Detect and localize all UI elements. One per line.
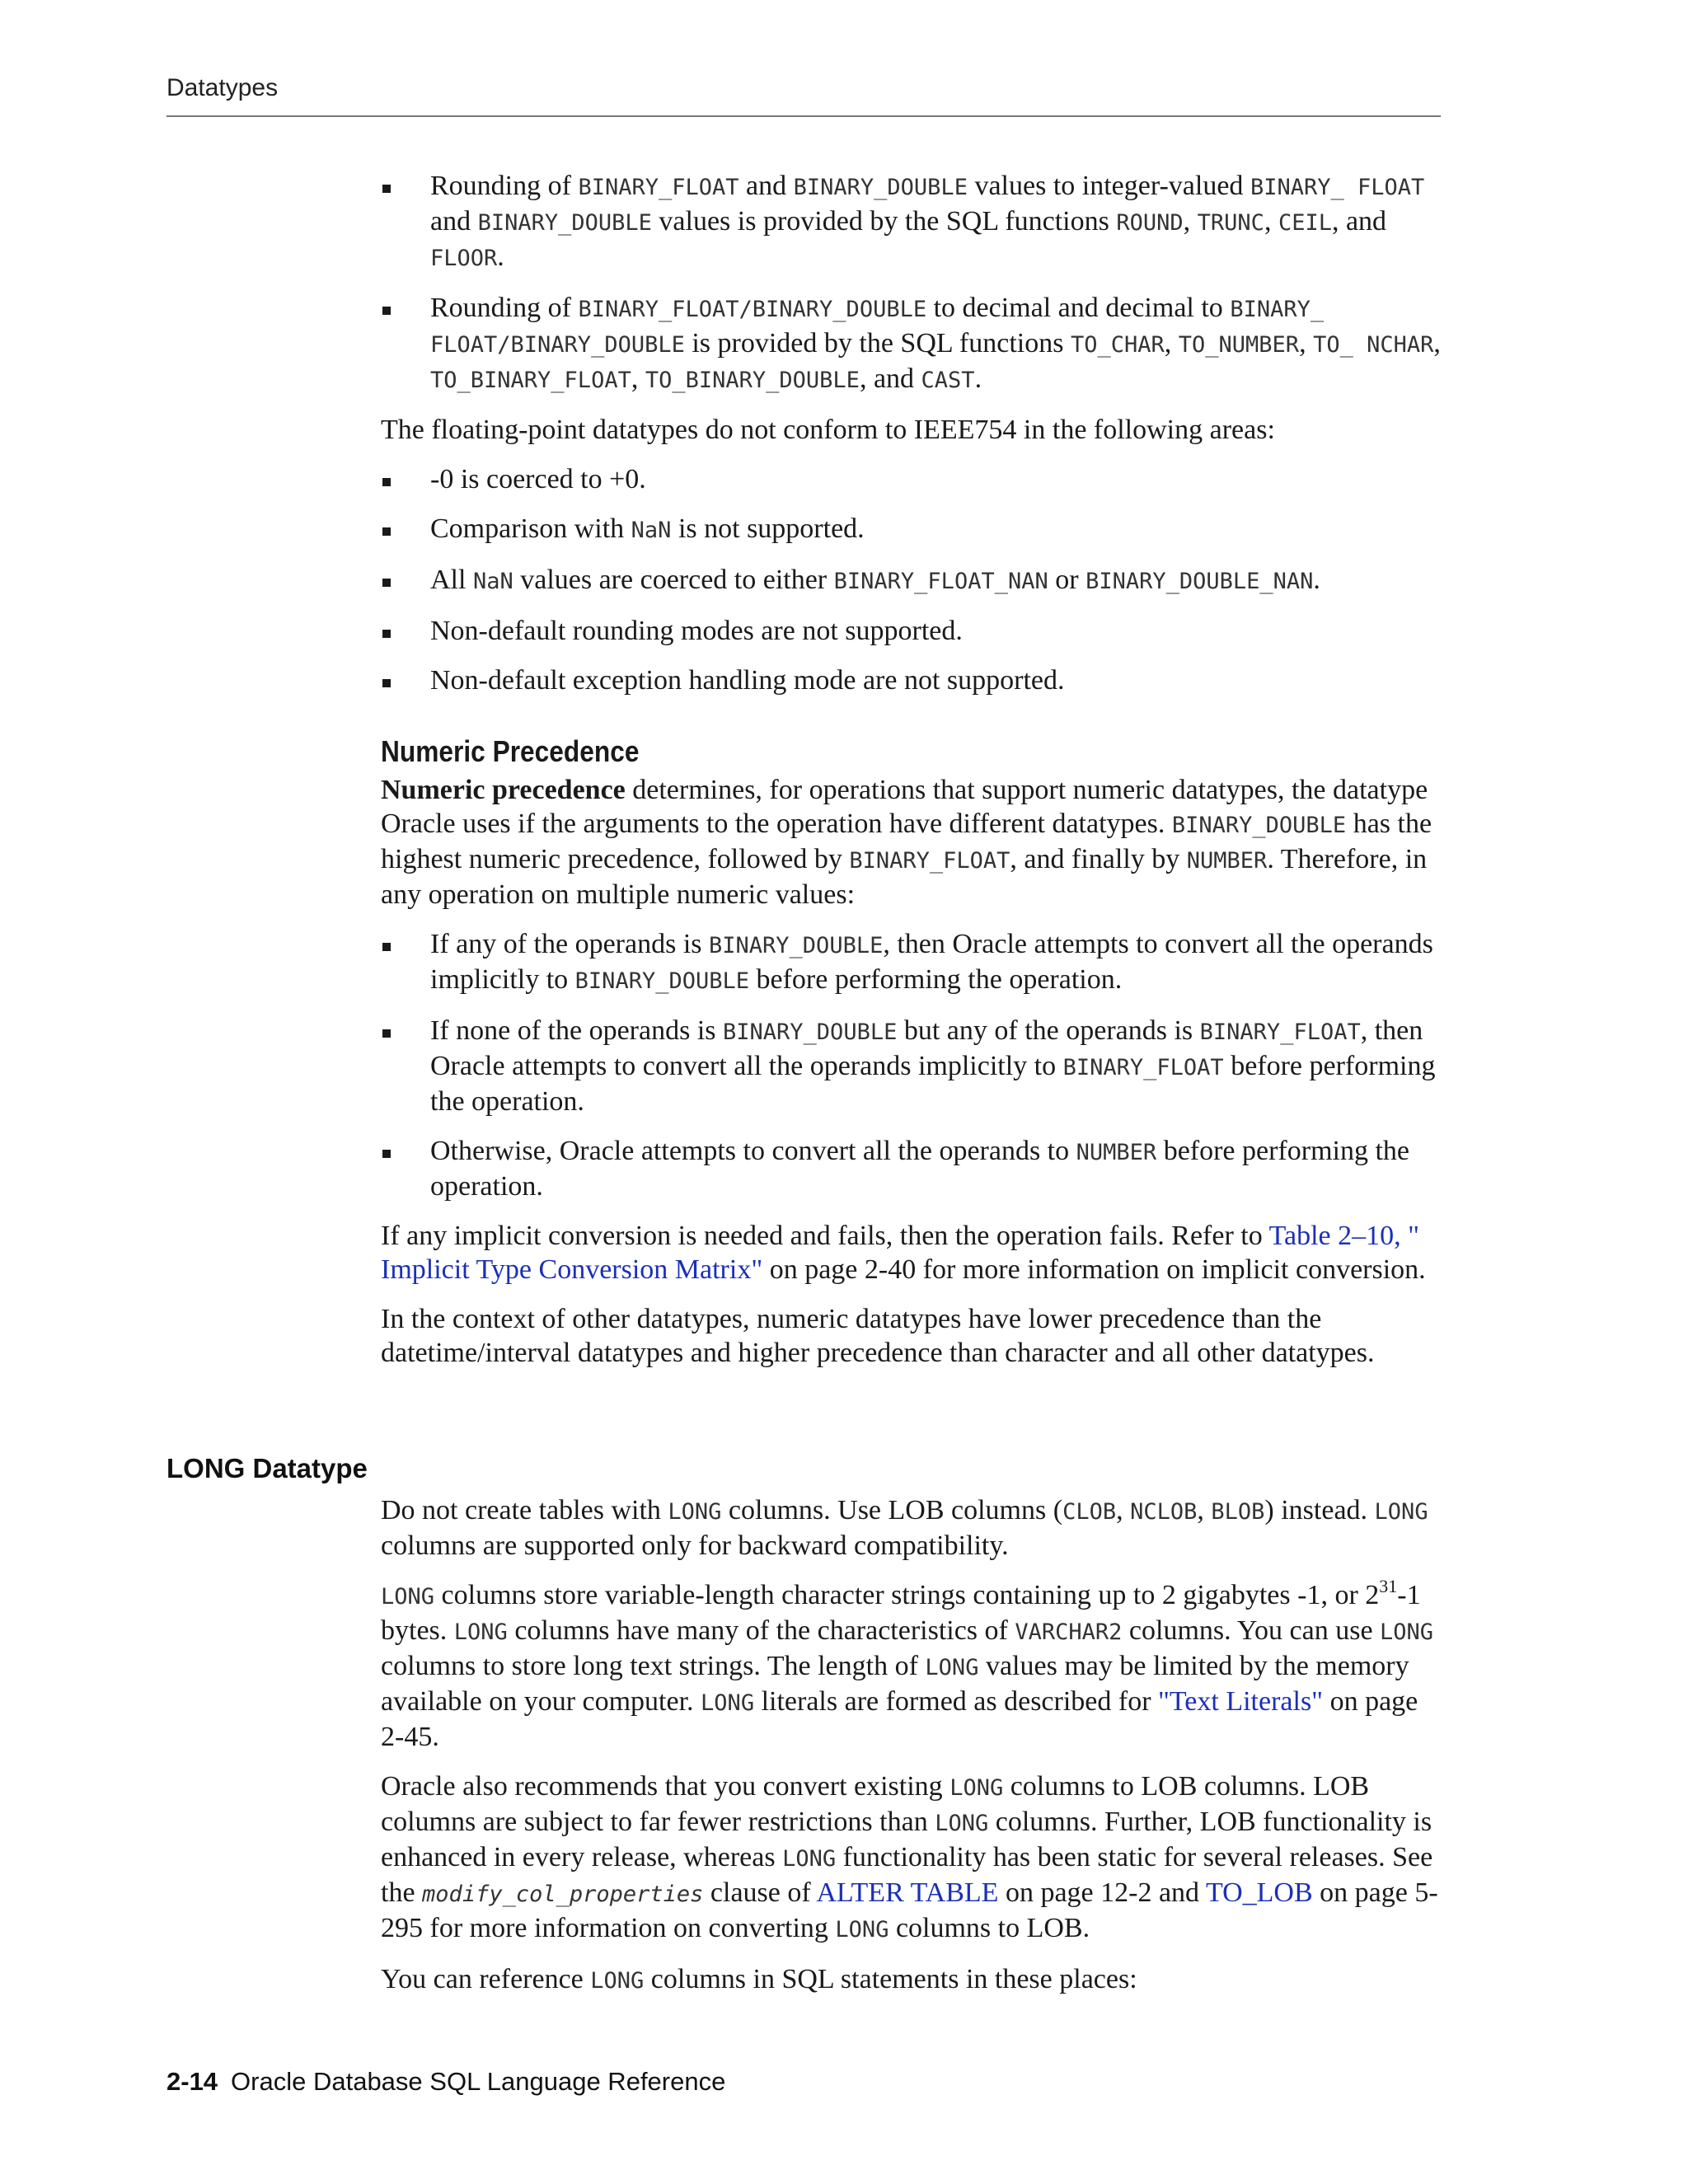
text-literals-link[interactable]: "Text Literals" (1158, 1686, 1324, 1717)
book-title: Oracle Database SQL Language Reference (231, 2067, 726, 2096)
main-content (381, 169, 1444, 1385)
list-item: Otherwise, Oracle attempts to convert all the operands to NUMBER before performing the operation. (381, 1134, 1444, 1203)
list-item: Rounding of BINARY_FLOAT/BINARY_DOUBLE to decimal and decimal to BINARY_ FLOAT/BINARY_DOUBLE is provided by the SQL functions TO_CHAR, TO_NUMBER, TO_ NCHAR, TO_BINARY_FLOAT, TO_BINARY_DOUBLE, and CAST. (381, 291, 1444, 397)
list-item: If any of the operands is BINARY_DOUBLE, then Oracle attempts to convert all the operands implicitly to BINARY_DOUBLE before performing the operation. (381, 927, 1444, 998)
long-intro-paragraph: Do not create tables with LONG columns. Use LOB columns (CLOB, NCLOB, BLOB) instead. LONG columns are supported only for backward compatibility. (381, 1495, 1428, 1561)
alter-table-link[interactable]: ALTER TABLE (816, 1877, 999, 1908)
list-item: Comparison with NaN is not supported. (381, 512, 1444, 547)
datatype-context-paragraph: In the context of other datatypes, numeric datatypes have lower precedence than the datetime/interval datatypes and higher precedence than character and all other datatypes. (381, 1304, 1375, 1368)
implicit-conversion-paragraph: If any implicit conversion is needed and fails, then the operation fails. Refer to Table 2–10, " Implicit Type Conversion Matrix" on page 2-40 for more information on implicit conversion. (381, 1221, 1426, 1285)
long-datatype-heading: LONG Datatype (166, 1453, 368, 1483)
long-recommendation-paragraph: Oracle also recommends that you convert existing LONG columns to LOB columns. LOB columns are subject to far fewer restrictions than LONG columns. Further, LOB functionality is enhanced in every release, whereas LONG functionality has been static for several releases. See the modify_col_properties clause of ALTER TABLE on page 12-2 and TO_LOB on page 5-295 for more information on converting LONG columns to LOB. (381, 1771, 1438, 1943)
precedence-bullet-list (381, 927, 1444, 1203)
numeric-precedence-paragraph: Numeric precedence determines, for operations that support numeric datatypes, the datatype Oracle uses if the arguments to the operation have different datatypes. BINARY_DOUBLE has the highest numeric precedence, followed by BINARY_FLOAT, and finally by NUMBER. Therefore, in any operation on multiple numeric values: (381, 775, 1432, 910)
long-datatype-section (381, 1493, 1444, 2013)
list-item: Non-default exception handling mode are not supported. (381, 663, 1444, 697)
list-item: If none of the operands is BINARY_DOUBLE but any of the operands is BINARY_FLOAT, then Oracle attempts to convert all the operands implicitly to BINARY_FLOAT before performing the operation. (381, 1014, 1444, 1118)
list-item: Non-default rounding modes are not supported. (381, 614, 1444, 648)
numeric-precedence-heading: Numeric Precedence (381, 734, 640, 768)
header-rule (166, 115, 1441, 117)
list-item: All NaN values are coerced to either BINARY_FLOAT_NAN or BINARY_DOUBLE_NAN. (381, 563, 1444, 598)
page-number: 2-14 (166, 2067, 218, 2096)
implicit-conversion-matrix-link[interactable]: Table 2–10, " Implicit Type Conversion Matrix" (381, 1221, 1420, 1285)
long-reference-paragraph: You can reference LONG columns in SQL statements in these places: (381, 1964, 1137, 1994)
page-footer (166, 2067, 725, 2097)
rounding-bullet-list (381, 169, 1444, 397)
ieee-bullet-list (381, 462, 1444, 697)
long-storage-paragraph: LONG columns store variable-length character strings containing up to 2 gigabytes -1, or $2^{31}-1$ bytes. LONG columns have many of the characteristics of VARCHAR2 columns. You can use LONG columns to store long text strings. The length of LONG values may be limited by the memory available on your computer. LONG literals are formed as described for "Text Literals" on page 2-45. (381, 1576, 1434, 1752)
list-item: -0 is coerced to +0. (381, 462, 1444, 496)
to-lob-link[interactable]: TO_LOB (1205, 1877, 1313, 1908)
list-item: Rounding of BINARY_FLOAT and BINARY_DOUBLE values to integer-valued BINARY_ FLOAT and BINARY_DOUBLE values is provided by the SQL functions ROUND, TRUNC, CEIL, and FLOOR. (381, 169, 1444, 275)
running-header-title: Datatypes (166, 74, 279, 101)
ieee-intro-paragraph: The floating-point datatypes do not conform to IEEE754 in the following areas: (381, 415, 1275, 445)
